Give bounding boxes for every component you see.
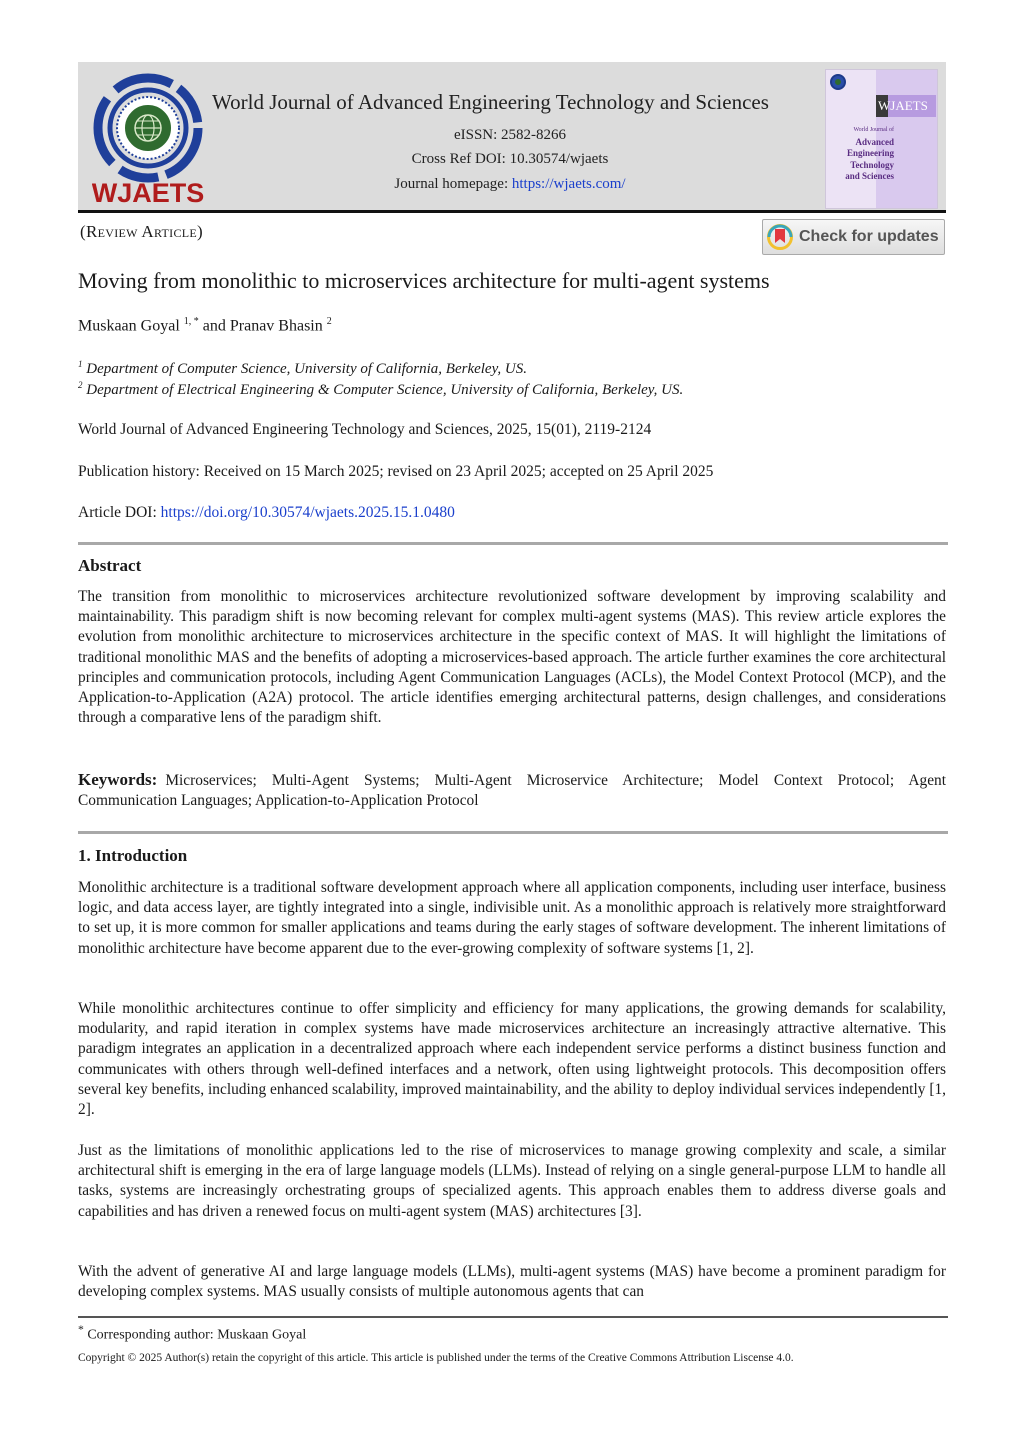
corresponding-author: * Corresponding author: Muskaan Goyal [78, 1323, 307, 1343]
article-type: (Review Article) [80, 222, 203, 241]
check-for-updates-button[interactable] [762, 219, 945, 255]
introduction-heading: 1. Introduction [78, 846, 188, 865]
footnote-divider [78, 1316, 948, 1318]
article-title: Moving from monolithic to microservices architecture for multi-agent systems [78, 268, 770, 293]
keywords-label: Keywords: [78, 770, 158, 789]
cover-logo-icon [830, 74, 846, 90]
intro-paragraph: Monolithic architecture is a traditional software development approach where all application components, including user interface, business logic, and data access layer, are tightly integrated into a single, indivisible unit. As a monolithic approach is relatively more straightforward to set up, it is more common for smaller applications and teams during the early stages of software development. The inherent limitations of monolithic architecture have become apparent due to the ever-growing complexity of software systems [1, 2]. [78, 879, 946, 957]
journal-cover-thumbnail [825, 69, 938, 209]
author-name: Muskaan Goyal [78, 317, 180, 335]
svg-text:WJAETS: WJAETS [92, 178, 204, 208]
cover-tag: WJAETS [878, 98, 928, 113]
author-list: Muskaan Goyal $^{1, *}$ and Pranav Bhasin $^2$ [78, 316, 332, 335]
wjaets-logo-icon [92, 72, 204, 208]
intro-paragraph: Just as the limitations of monolithic applications led to the rise of microservices to manage growing complexity and scale, a similar architectural shift is emerging in the era of large language models (LLMs). Instead of relying on a single general-purpose LLM to handle all tasks, systems are increasingly orchestrating groups of specialized agents. This approach enables them to address diverse goals and capabilities and has driven a renewed focus on multi-agent system (MAS) architectures [3]. [78, 1142, 946, 1220]
homepage-link[interactable]: https://wjaets.com/ [511, 176, 626, 192]
intro-paragraph: With the advent of generative AI and large language models (LLMs), multi-agent systems (MAS) have become a prominent paradigm for developing complex systems. MAS usually consists of multiple autonomous agents that can [78, 1263, 946, 1301]
journal-title: World Journal of Advanced Engineering Technology and Sciences [212, 90, 769, 114]
eissn: eISSN: 2582-8266 [453, 127, 567, 143]
keywords [78, 770, 946, 811]
journal-homepage [300, 176, 720, 193]
crossmark-icon [767, 224, 793, 250]
crossref-doi: Cross Ref DOI: 10.30574/wjaets [411, 151, 609, 167]
affiliation-1: $^1$ Department of Computer Science, University of California, Berkeley, US. [78, 359, 527, 377]
cover-title: World Journal of Advanced Engineering Technology and Sciences [845, 127, 894, 181]
abstract-divider [78, 542, 948, 545]
section-divider [78, 831, 948, 834]
author-affiliation-marker: 1, * [183, 316, 199, 327]
publication-history: Publication history: Received on 15 March 2025; revised on 23 April 2025; accepted on 25 April 2025 [78, 463, 714, 480]
copyright-notice: Copyright © 2025 Author(s) retain the copyright of this article. This article is published under the terms of the Creative Commons Attribution Liscense 4.0. [78, 1352, 794, 1364]
citation: World Journal of Advanced Engineering Technology and Sciences, 2025, 15(01), 2119-2124 [78, 421, 652, 438]
keywords-text: Microservices; Multi-Agent Systems; Multi-Agent Microservice Architecture; Model Context Protocol; Agent Communication Languages; Application-to-Application Protocol [78, 772, 946, 810]
abstract-text: The transition from monolithic to microservices architecture revolutionized software development by improving scalability and maintainability. This paradigm shift is now becoming relevant for complex multi-agent systems (MAS). This review article explores the evolution from monolithic architecture to microservices architecture in the specific context of MAS. It will highlight the limitations of traditional monolithic MAS and the benefits of adopting a microservices-based approach. The article further examines the core architectural principles and communication protocols, including Agent Communication Languages (ACLs), the Model Context Protocol (MCP), and the Application-to-Application (A2A) protocol. The article identifies emerging architectural patterns, design challenges, and considerations through a comparative lens of the paradigm shift. [78, 588, 946, 727]
doi-link[interactable]: https://doi.org/10.30574/wjaets.2025.15.1.0480 [160, 504, 455, 521]
author-affiliation-marker: 2 [326, 316, 332, 327]
check-for-updates-label: Check for updates [799, 228, 939, 245]
intro-paragraph: While monolithic architectures continue to offer simplicity and efficiency for many applications, the growing demands for scalability, modularity, and rapid iteration in complex systems have made microservices architecture an increasingly attractive alternative. This paradigm integrates an application in a decentralized approach where each independent service performs a distinct business function and communicates with others through well-defined interfaces and a network, often using lightweight protocols. This decomposition offers several key benefits, including enhanced scalability, improved maintainability, and the ability to deploy individual services independently [1, 2]. [78, 1000, 946, 1119]
homepage-label: Journal homepage: [394, 176, 512, 192]
affiliation-2: $^2$ Department of Electrical Engineering & Computer Science, University of California, Berkeley, US. [78, 380, 684, 398]
author-name: Pranav Bhasin [229, 317, 323, 335]
header-divider [78, 210, 946, 213]
abstract-heading: Abstract [78, 556, 142, 575]
article-doi: Article DOI: https://doi.org/10.30574/wjaets.2025.15.1.0480 [78, 504, 455, 521]
